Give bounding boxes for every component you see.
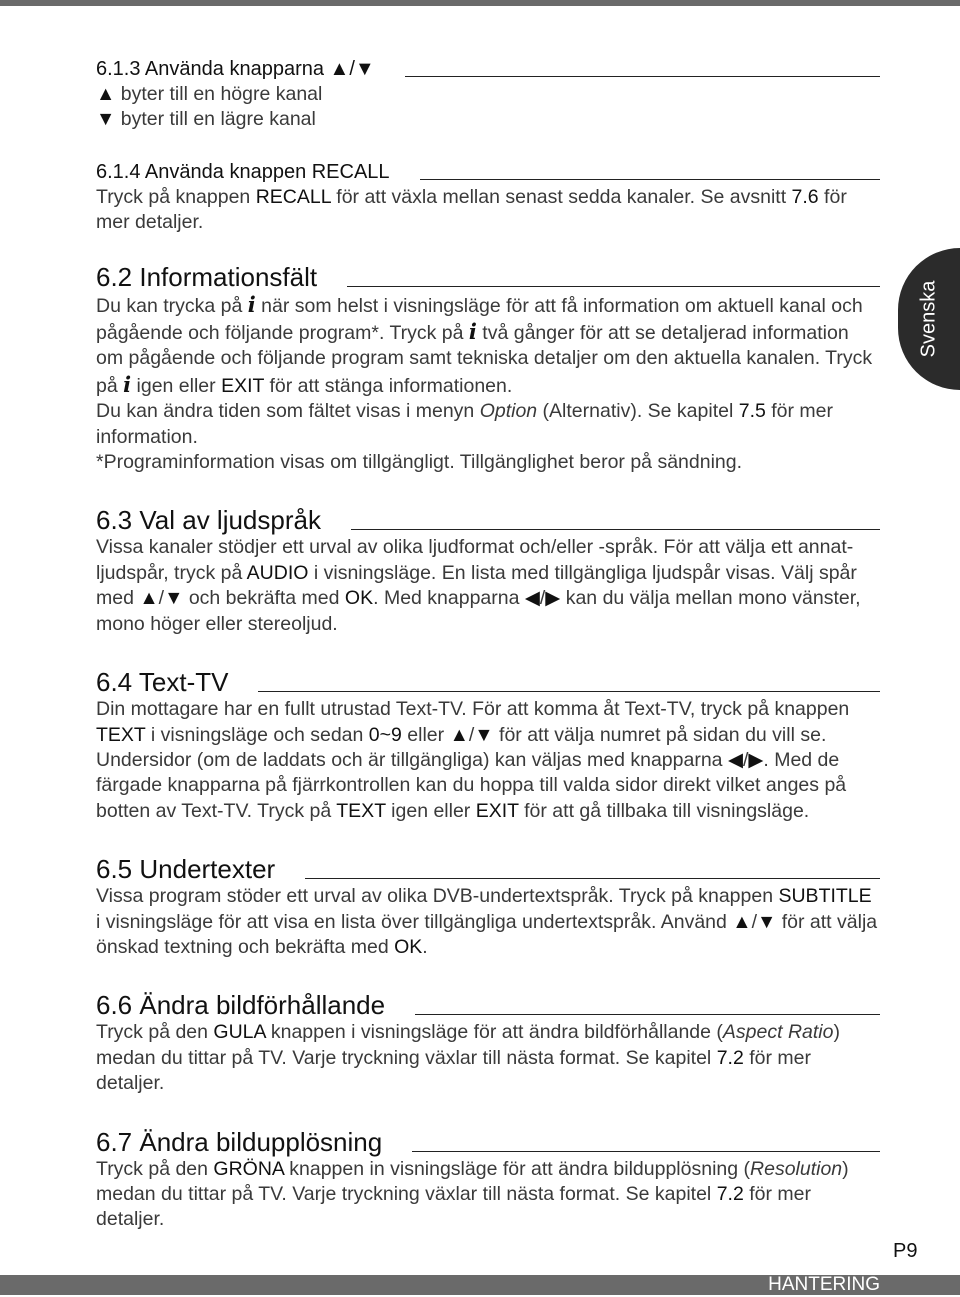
- down-arrow-icon: ▼: [474, 723, 494, 746]
- section-body: [96, 1157, 880, 1233]
- text: igen eller: [385, 799, 476, 822]
- key-label: OK: [394, 935, 423, 958]
- key-label: GRÖNA: [213, 1157, 284, 1180]
- separator: /: [468, 723, 475, 746]
- top-border: [0, 0, 960, 6]
- section-heading: 6.2 Informationsfält: [96, 261, 318, 292]
- section-heading: 6.1.4 Använda knappen RECALL: [96, 160, 390, 183]
- term: Resolution: [750, 1157, 843, 1180]
- section-body: [96, 292, 880, 476]
- list-item: [96, 107, 880, 132]
- up-arrow-icon: ▲: [96, 83, 116, 105]
- section-heading: 6.7 Ändra bildupplösning: [96, 1126, 383, 1157]
- section-6-7: [96, 1127, 880, 1233]
- text: knappen in visningsläge för att ändra bildupplösning (: [283, 1157, 751, 1180]
- text: för mer detaljer.: [96, 1182, 811, 1231]
- key-label: SUBTITLE: [778, 885, 872, 908]
- section-body: [96, 82, 880, 133]
- heading-rule: [415, 1014, 880, 1015]
- menu-name: Option: [479, 400, 538, 423]
- separator: /: [158, 587, 165, 610]
- separator: /: [349, 58, 355, 80]
- up-arrow-icon: ▲: [329, 58, 350, 80]
- language-tab-label: Svenska: [917, 280, 940, 358]
- list-item-text: byter till en lägre kanal: [120, 108, 316, 131]
- heading-text: 6.1.3 Använda knapparna: [96, 58, 324, 80]
- section-body: [96, 884, 880, 960]
- footnote: *Programinformation visas om tillgängligt. Tillgänglighet beror på sändning.: [96, 451, 743, 474]
- key-label: GULA: [213, 1021, 266, 1044]
- key-label: AUDIO: [246, 561, 309, 584]
- chapter-ref: 7.2: [716, 1046, 744, 1069]
- section-6-6: [96, 990, 880, 1096]
- text: i visningsläge för att visa en lista över tillgängliga undertextspråk. Använd: [96, 910, 733, 933]
- section-6-4: [96, 667, 880, 824]
- chapter-ref: 7.5: [738, 400, 766, 423]
- heading-rule: [412, 1151, 880, 1152]
- text: i visningsläge. En lista med tillgängliga ljudspår visas. Välj spår med: [96, 561, 857, 610]
- key-label: EXIT: [221, 374, 265, 397]
- heading-rule: [351, 529, 880, 530]
- section-6-5: [96, 854, 880, 960]
- text: Vissa program stöder ett urval av olika DVB-undertextspråk. Tryck på knappen: [96, 885, 779, 908]
- text: (Alternativ). Se kapitel: [537, 400, 739, 423]
- info-icon: i: [468, 319, 477, 345]
- right-arrow-icon: ▶: [545, 587, 561, 610]
- text: kan du välja mellan mono vänster, mono höger eller stereoljud.: [96, 587, 861, 635]
- text: Din mottagare har en fullt utrustad Text-TV. För att komma åt Text-TV, tryck på knappen: [96, 698, 850, 721]
- text: . Med knapparna: [373, 587, 525, 610]
- right-arrow-icon: ▶: [748, 748, 764, 771]
- section-body: [96, 535, 880, 637]
- text: knappen i visningsläge för att ändra bildförhållande (: [265, 1021, 723, 1044]
- section-heading-row: [96, 990, 880, 1020]
- up-arrow-icon: ▲: [449, 723, 469, 746]
- chapter-ref: 7.6: [791, 185, 819, 208]
- text: Du kan ändra tiden som fältet visas i menyn: [96, 400, 480, 423]
- section-heading-row: [96, 262, 880, 292]
- text: för att välja önskad textning och bekräfta med: [96, 910, 878, 958]
- section-heading-row: [96, 505, 880, 535]
- section-heading-row: [96, 854, 880, 884]
- text: och bekräfta med: [183, 587, 345, 610]
- heading-rule: [258, 691, 880, 692]
- key-label: EXIT: [475, 799, 519, 822]
- section-heading-row: [96, 667, 880, 697]
- language-tab: [898, 248, 960, 390]
- text: för att växla mellan senast sedda kanaler. Se avsnitt: [330, 185, 792, 208]
- heading-rule: [347, 286, 880, 287]
- up-arrow-icon: ▲: [139, 587, 159, 610]
- text: för att gå tillbaka till visningsläge.: [518, 799, 810, 822]
- list-item: [96, 82, 880, 107]
- text: i visningsläge och sedan: [145, 723, 369, 746]
- text: Du kan trycka på: [96, 294, 248, 317]
- up-arrow-icon: ▲: [732, 910, 752, 933]
- text: för mer detaljer.: [96, 185, 847, 234]
- text: för att stänga informationen.: [264, 374, 513, 397]
- text: ) medan du tittar på TV. Varje tryckning växlar till nästa format. Se kapitel: [96, 1021, 840, 1069]
- section-heading-row: [96, 159, 880, 185]
- key-label: RECALL: [255, 185, 331, 208]
- list-item-text: byter till en högre kanal: [120, 83, 323, 105]
- page-number: P9: [893, 1240, 918, 1262]
- down-arrow-icon: ▼: [354, 58, 375, 80]
- key-label: TEXT: [96, 723, 146, 746]
- text: . Med de färgade knapparna på fjärrkontrollen kan du hoppa till valda sidor direkt vilket anges på botten av Text-TV. Tryck på: [96, 748, 847, 822]
- separator: /: [742, 748, 749, 771]
- key-label: 0~9: [368, 723, 402, 746]
- section-6-1-3: [96, 56, 880, 133]
- text: .: [422, 935, 428, 958]
- text: Tryck på den: [96, 1157, 214, 1180]
- text: när som helst i visningsläge för att få information om aktuell kanal och pågående och följande program*. Tryck på: [96, 294, 863, 345]
- text: för mer detaljer.: [96, 1046, 811, 1095]
- info-icon: i: [123, 371, 132, 397]
- text: eller: [401, 723, 450, 746]
- term: Aspect Ratio: [722, 1021, 834, 1044]
- section-heading: 6.5 Undertexter: [96, 854, 276, 885]
- section-body: [96, 185, 880, 236]
- text: två gånger för att se detaljerad information om pågående och följande program samt tekniska detaljer om den aktuella kanalen. Tryck på: [96, 322, 873, 397]
- footer-label: HANTERING: [768, 1274, 880, 1295]
- section-heading-row: [96, 1127, 880, 1157]
- text: Tryck på den: [96, 1021, 214, 1044]
- section-heading: 6.3 Val av ljudspråk: [96, 505, 321, 536]
- section-heading: 6.4 Text-TV: [96, 667, 229, 698]
- down-arrow-icon: ▼: [164, 587, 184, 610]
- info-icon: i: [247, 291, 256, 317]
- left-arrow-icon: ◀: [727, 748, 743, 771]
- text: för att välja numret på sidan du vill se. Undersidor (om de laddats och är tillgängliga) kan väljas med knapparna: [96, 723, 827, 771]
- separator: /: [539, 587, 546, 610]
- text: för mer information.: [96, 400, 834, 448]
- page-content: [96, 56, 880, 1233]
- section-6-2: [96, 262, 880, 476]
- text: ) medan du tittar på TV. Varje tryckning växlar till nästa format. Se kapitel: [96, 1157, 849, 1205]
- heading-rule: [405, 76, 880, 77]
- chapter-ref: 7.2: [716, 1182, 744, 1205]
- section-heading: 6.6 Ändra bildförhållande: [96, 990, 386, 1021]
- text: Tryck på knappen: [96, 185, 256, 208]
- section-body: [96, 697, 880, 824]
- heading-rule: [305, 878, 880, 879]
- text: igen eller: [131, 374, 222, 397]
- section-heading-row: [96, 56, 880, 82]
- key-label: TEXT: [336, 799, 386, 822]
- section-6-3: [96, 505, 880, 637]
- down-arrow-icon: ▼: [757, 910, 777, 933]
- down-arrow-icon: ▼: [96, 108, 116, 131]
- heading-rule: [420, 179, 880, 180]
- left-arrow-icon: ◀: [524, 587, 540, 610]
- section-body: [96, 1020, 880, 1096]
- key-label: OK: [344, 587, 374, 610]
- section-6-1-4: [96, 159, 880, 236]
- separator: /: [751, 910, 758, 933]
- text: Vissa kanaler stödjer ett urval av olika ljudformat och/eller -språk. För att välja ett annat-ljudspår, tryck på: [96, 536, 854, 584]
- section-heading: [96, 56, 375, 82]
